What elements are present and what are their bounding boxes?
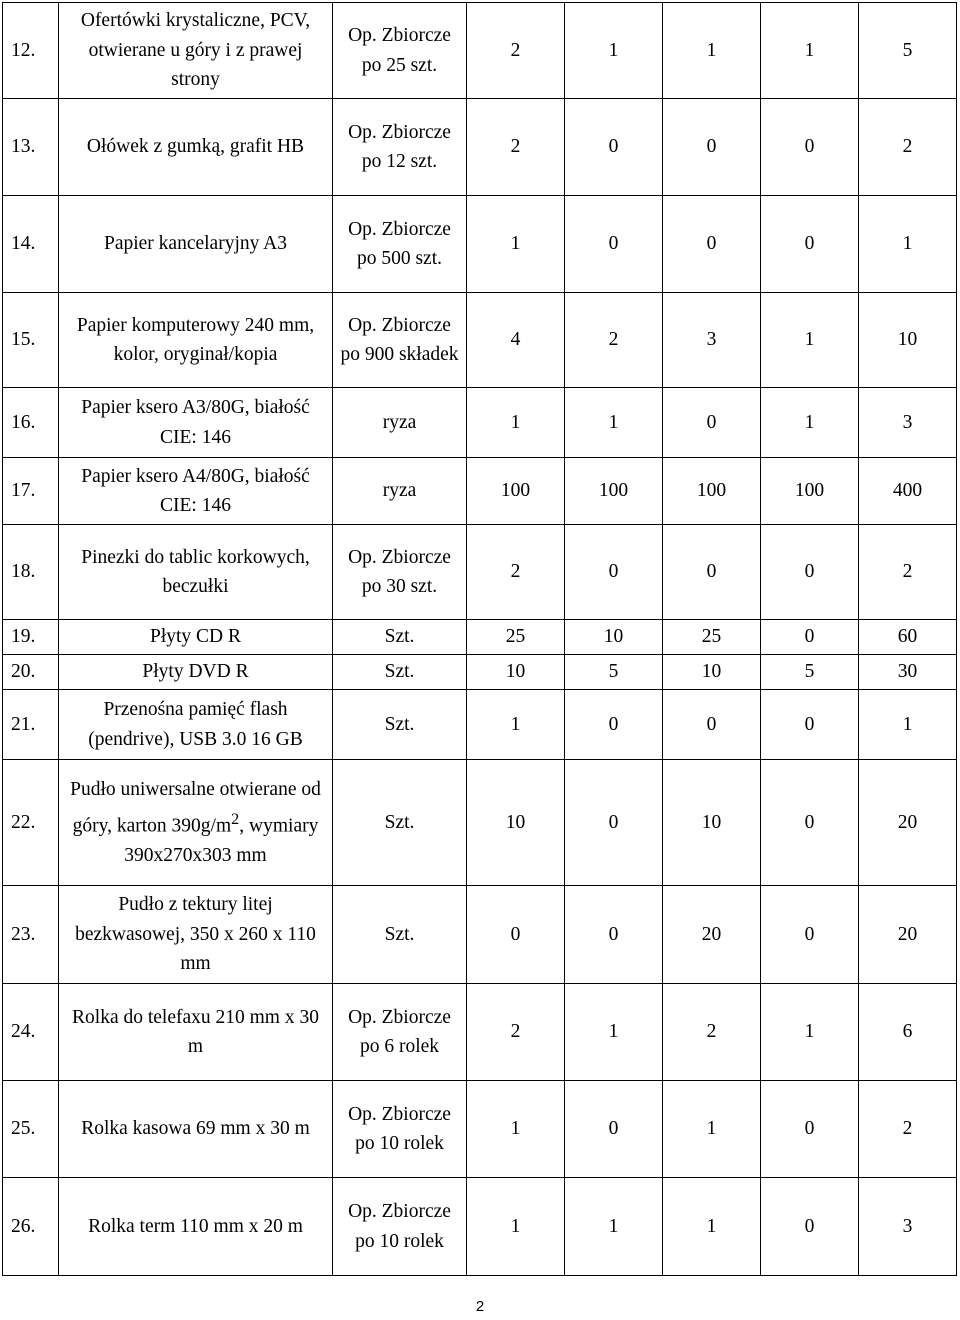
qty-total: 2 [859, 1081, 957, 1178]
qty-3: 1 [663, 1081, 761, 1178]
table-row [3, 388, 957, 458]
row-number: 26. [3, 1178, 59, 1276]
qty-4: 0 [761, 1178, 859, 1276]
qty-1: 1 [467, 196, 565, 293]
item-unit: Op. Zbiorcze po 10 rolek [333, 1178, 467, 1276]
qty-4: 5 [761, 655, 859, 690]
qty-4: 0 [761, 620, 859, 655]
row-number: 24. [3, 984, 59, 1081]
qty-total: 400 [859, 458, 957, 525]
qty-3: 10 [663, 760, 761, 886]
item-unit: ryza [333, 388, 467, 458]
item-name: Papier ksero A3/80G, białość CIE: 146 [59, 388, 333, 458]
qty-3: 20 [663, 886, 761, 984]
qty-1: 2 [467, 3, 565, 99]
table-row [3, 196, 957, 293]
qty-2: 0 [565, 1081, 663, 1178]
superscript-exponent: 2 [231, 809, 240, 828]
qty-4: 1 [761, 3, 859, 99]
item-unit: Op. Zbiorcze po 900 składek [333, 293, 467, 388]
item-name: Pudło z tektury litej bezkwasowej, 350 x 260 x 110 mm [59, 886, 333, 984]
row-number: 16. [3, 388, 59, 458]
qty-1: 10 [467, 760, 565, 886]
table-row [3, 1178, 957, 1276]
qty-3: 3 [663, 293, 761, 388]
qty-4: 0 [761, 760, 859, 886]
qty-1: 1 [467, 1081, 565, 1178]
qty-4: 0 [761, 196, 859, 293]
row-number: 17. [3, 458, 59, 525]
row-number: 13. [3, 99, 59, 196]
qty-2: 0 [565, 99, 663, 196]
item-name [59, 760, 333, 886]
qty-total: 2 [859, 525, 957, 620]
qty-4: 100 [761, 458, 859, 525]
item-name-text: , wymiary 390x270x303 mm [124, 815, 319, 866]
qty-2: 10 [565, 620, 663, 655]
qty-3: 100 [663, 458, 761, 525]
qty-2: 0 [565, 760, 663, 886]
qty-3: 10 [663, 655, 761, 690]
item-name: Papier ksero A4/80G, białość CIE: 146 [59, 458, 333, 525]
item-name: Ołówek z gumką, grafit HB [59, 99, 333, 196]
table-row [3, 760, 957, 886]
qty-2: 1 [565, 1178, 663, 1276]
row-number: 15. [3, 293, 59, 388]
qty-total: 6 [859, 984, 957, 1081]
qty-2: 0 [565, 196, 663, 293]
row-number: 12. [3, 3, 59, 99]
qty-2: 5 [565, 655, 663, 690]
qty-total: 5 [859, 3, 957, 99]
row-number: 19. [3, 620, 59, 655]
qty-3: 0 [663, 525, 761, 620]
item-name: Ofertówki krystaliczne, PCV, otwierane u góry i z prawej strony [59, 3, 333, 99]
item-name-text: Pudło uniwersalne otwierane od góry, karton 390g/m [70, 779, 321, 836]
qty-1: 100 [467, 458, 565, 525]
item-name: Przenośna pamięć flash (pendrive), USB 3.0 16 GB [59, 690, 333, 760]
qty-4: 1 [761, 293, 859, 388]
row-number: 20. [3, 655, 59, 690]
qty-4: 0 [761, 886, 859, 984]
qty-total: 60 [859, 620, 957, 655]
item-name: Pinezki do tablic korkowych, beczułki [59, 525, 333, 620]
qty-2: 0 [565, 690, 663, 760]
table-row [3, 3, 957, 99]
qty-1: 10 [467, 655, 565, 690]
table-row [3, 620, 957, 655]
qty-4: 0 [761, 525, 859, 620]
qty-2: 2 [565, 293, 663, 388]
qty-3: 0 [663, 99, 761, 196]
qty-1: 1 [467, 388, 565, 458]
qty-total: 2 [859, 99, 957, 196]
qty-2: 1 [565, 3, 663, 99]
qty-total: 1 [859, 196, 957, 293]
qty-total: 20 [859, 760, 957, 886]
row-number: 21. [3, 690, 59, 760]
table-row [3, 458, 957, 525]
qty-3: 1 [663, 1178, 761, 1276]
qty-total: 30 [859, 655, 957, 690]
qty-3: 0 [663, 196, 761, 293]
qty-1: 1 [467, 1178, 565, 1276]
item-unit: Op. Zbiorcze po 25 szt. [333, 3, 467, 99]
item-name: Płyty DVD R [59, 655, 333, 690]
qty-total: 10 [859, 293, 957, 388]
qty-4: 1 [761, 388, 859, 458]
table-row [3, 293, 957, 388]
table-row [3, 690, 957, 760]
item-unit: Szt. [333, 886, 467, 984]
item-name: Papier komputerowy 240 mm, kolor, oryginał/kopia [59, 293, 333, 388]
qty-total: 3 [859, 388, 957, 458]
qty-3: 1 [663, 3, 761, 99]
items-table [2, 2, 957, 1276]
item-name: Rolka do telefaxu 210 mm x 30 m [59, 984, 333, 1081]
qty-2: 1 [565, 388, 663, 458]
qty-4: 0 [761, 99, 859, 196]
table-row [3, 525, 957, 620]
qty-1: 25 [467, 620, 565, 655]
table-row [3, 984, 957, 1081]
qty-3: 0 [663, 388, 761, 458]
table-row [3, 1081, 957, 1178]
qty-4: 0 [761, 690, 859, 760]
qty-2: 100 [565, 458, 663, 525]
page-number: 2 [475, 1298, 485, 1315]
qty-1: 2 [467, 984, 565, 1081]
qty-4: 1 [761, 984, 859, 1081]
row-number: 14. [3, 196, 59, 293]
item-unit: Op. Zbiorcze po 30 szt. [333, 525, 467, 620]
item-name: Papier kancelaryjny A3 [59, 196, 333, 293]
row-number: 23. [3, 886, 59, 984]
item-name: Rolka term 110 mm x 20 m [59, 1178, 333, 1276]
item-name: Rolka kasowa 69 mm x 30 m [59, 1081, 333, 1178]
item-name: Płyty CD R [59, 620, 333, 655]
row-number: 18. [3, 525, 59, 620]
qty-3: 25 [663, 620, 761, 655]
table-row [3, 655, 957, 690]
item-unit: ryza [333, 458, 467, 525]
table-row [3, 886, 957, 984]
qty-1: 2 [467, 525, 565, 620]
qty-3: 2 [663, 984, 761, 1081]
qty-2: 1 [565, 984, 663, 1081]
row-number: 22. [3, 760, 59, 886]
table-row [3, 99, 957, 196]
item-unit: Op. Zbiorcze po 6 rolek [333, 984, 467, 1081]
item-unit: Szt. [333, 620, 467, 655]
row-number: 25. [3, 1081, 59, 1178]
qty-2: 0 [565, 886, 663, 984]
qty-total: 20 [859, 886, 957, 984]
item-unit: Szt. [333, 690, 467, 760]
qty-1: 0 [467, 886, 565, 984]
qty-1: 2 [467, 99, 565, 196]
item-unit: Szt. [333, 655, 467, 690]
qty-3: 0 [663, 690, 761, 760]
item-unit: Op. Zbiorcze po 10 rolek [333, 1081, 467, 1178]
item-unit: Szt. [333, 760, 467, 886]
qty-1: 4 [467, 293, 565, 388]
qty-1: 1 [467, 690, 565, 760]
qty-2: 0 [565, 525, 663, 620]
qty-4: 0 [761, 1081, 859, 1178]
qty-total: 1 [859, 690, 957, 760]
item-unit: Op. Zbiorcze po 12 szt. [333, 99, 467, 196]
qty-total: 3 [859, 1178, 957, 1276]
item-unit: Op. Zbiorcze po 500 szt. [333, 196, 467, 293]
